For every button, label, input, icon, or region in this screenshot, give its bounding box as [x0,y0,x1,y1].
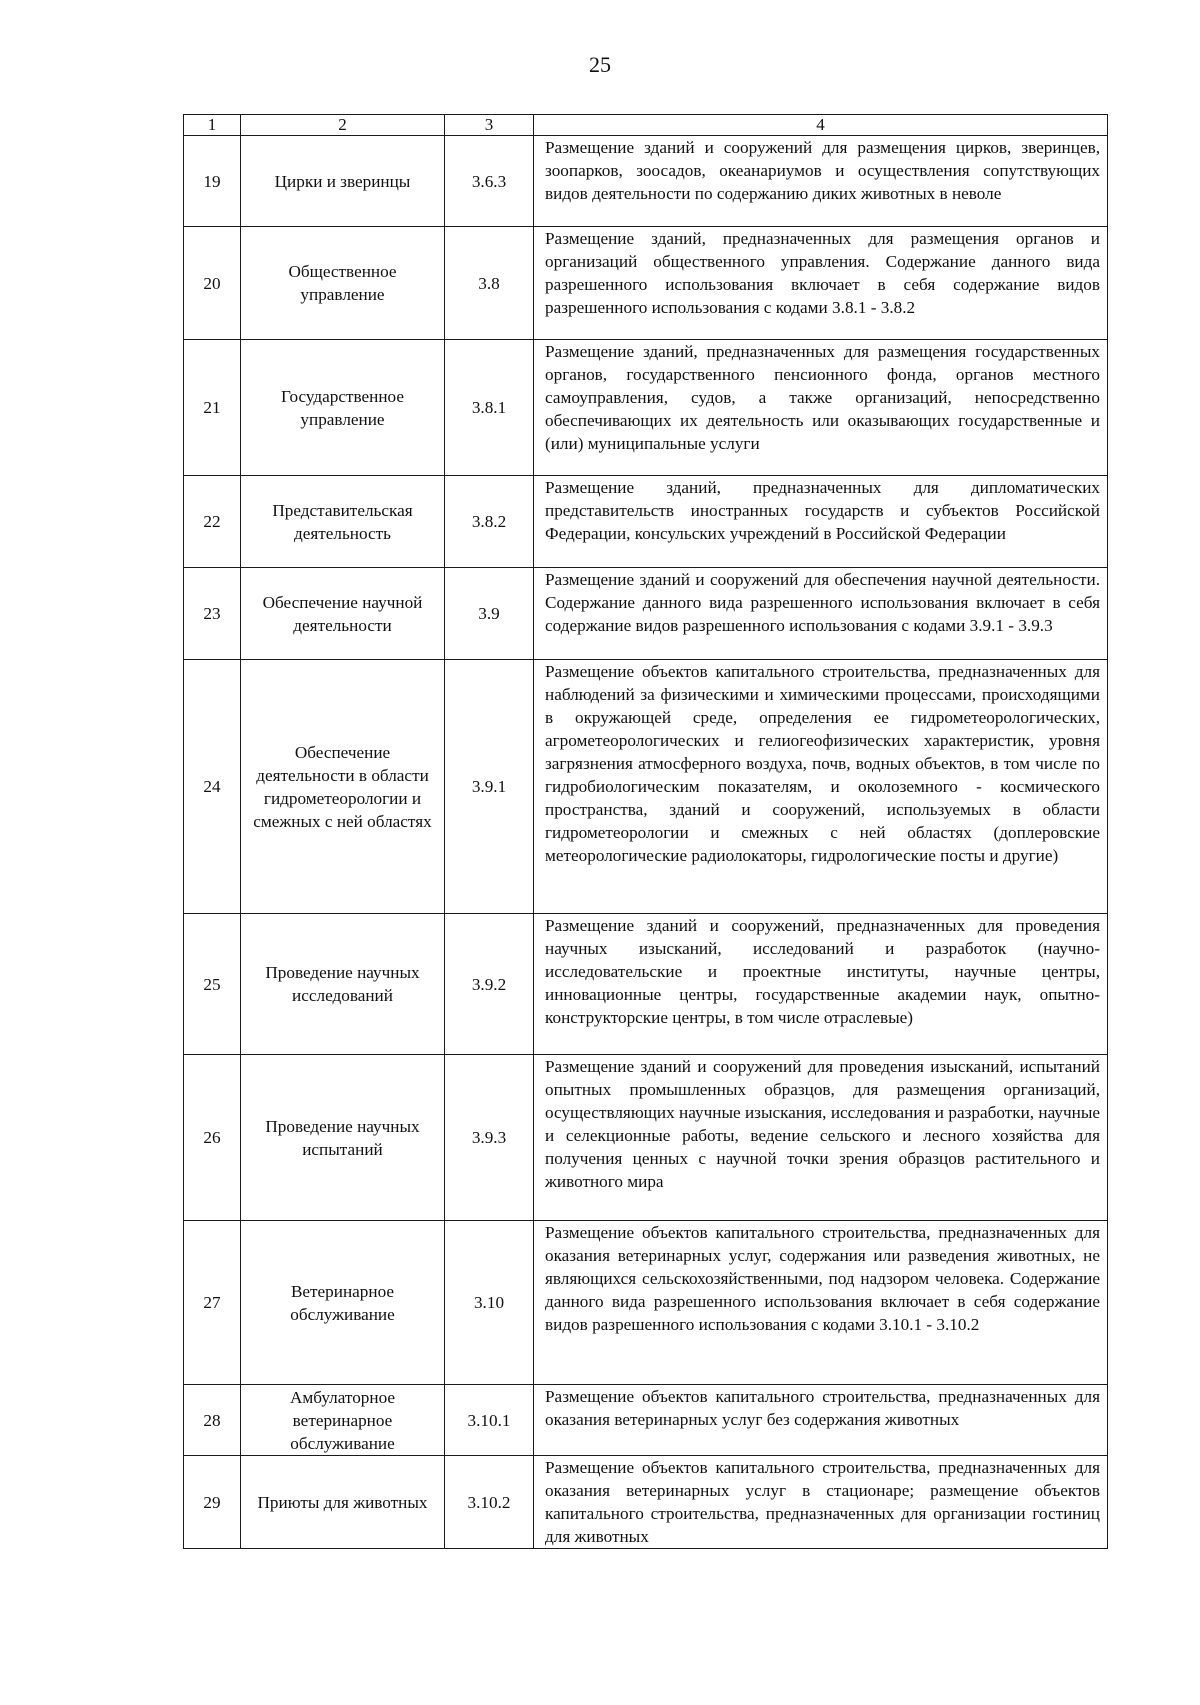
use-type-code: 3.8.1 [445,340,534,476]
row-number: 20 [184,227,241,340]
use-type-name: Проведение научных испытаний [241,1055,445,1221]
page-number: 25 [589,52,611,77]
use-type-name: Ветеринарное обслуживание [241,1221,445,1385]
use-type-name: Цирки и зверинцы [241,136,445,227]
use-type-description: Размещение зданий, предназначенных для дипломатических представительств иностранных государств и субъектов Российской Федерации, консульских учреждений в Российской Федерации [534,476,1108,568]
use-type-description: Размещение зданий и сооружений для обеспечения научной деятельности. Содержание данного вида разрешенного использования включает в себя содержание видов разрешенного использования с кодами 3.9.1 - 3.9.3 [534,568,1108,660]
use-type-name: Обеспечение научной деятельности [241,568,445,660]
use-type-description: Размещение зданий и сооружений для проведения изысканий, испытаний опытных промышленных образцов, для размещения организаций, осуществляющих научные изыскания, исследования и разработки, научные и селекционные работы, ведение сельского и лесного хозяйства для получения ценных с научной точки зрения образцов растительного и животного мира [534,1055,1108,1221]
use-type-code: 3.8 [445,227,534,340]
use-type-code: 3.9.1 [445,660,534,914]
row-number: 27 [184,1221,241,1385]
use-type-code: 3.8.2 [445,476,534,568]
table-row [184,340,1108,476]
table-row [184,1456,1108,1549]
header-col-4: 4 [534,115,1108,136]
use-type-description: Размещение зданий, предназначенных для размещения органов и организаций общественного управления. Содержание данного вида разрешенного использования включает в себя содержание видов разрешенного использования с кодами 3.8.1 - 3.8.2 [534,227,1108,340]
header-col-1: 1 [184,115,241,136]
use-type-description: Размещение зданий, предназначенных для размещения государственных органов, государственного пенсионного фонда, органов местного самоуправления, судов, а также организаций, непосредственно обеспечивающих их деятельность или оказывающих государственные и (или) муниципальные услуги [534,340,1108,476]
row-number: 19 [184,136,241,227]
use-type-code: 3.9 [445,568,534,660]
table-row [184,568,1108,660]
row-number: 25 [184,914,241,1055]
use-type-description: Размещение зданий и сооружений для размещения цирков, зверинцев, зоопарков, зоосадов, океанариумов и осуществления сопутствующих видов деятельности по содержанию диких животных в неволе [534,136,1108,227]
land-use-table [183,114,1108,1549]
row-number: 22 [184,476,241,568]
use-type-description: Размещение объектов капитального строительства, предназначенных для оказания ветеринарных услуг в стационаре; размещение объектов капитального строительства, предназначенных для организации гостиниц для животных [534,1456,1108,1549]
header-col-3: 3 [445,115,534,136]
use-type-code: 3.9.2 [445,914,534,1055]
row-number: 24 [184,660,241,914]
row-number: 23 [184,568,241,660]
use-type-description: Размещение зданий и сооружений, предназначенных для проведения научных изысканий, исследований и разработок (научно-исследовательские и проектные институты, научные центры, инновационные центры, государственные академии наук, опытно-конструкторские центры, в том числе отраслевые) [534,914,1108,1055]
table-row [184,476,1108,568]
use-type-name: Амбулаторное ветеринарное обслуживание [241,1385,445,1456]
row-number: 26 [184,1055,241,1221]
table-row [184,1221,1108,1385]
use-type-name: Проведение научных исследований [241,914,445,1055]
use-type-name: Обеспечение деятельности в области гидрометеорологии и смежных с ней областях [241,660,445,914]
use-type-code: 3.10.1 [445,1385,534,1456]
use-type-description: Размещение объектов капитального строительства, предназначенных для оказания ветеринарных услуг, содержания или разведения животных, не являющихся сельскохозяйственными, под надзором человека. Содержание данного вида разрешенного использования включает в себя содержание видов разрешенного использования с кодами 3.10.1 - 3.10.2 [534,1221,1108,1385]
use-type-name: Государственное управление [241,340,445,476]
use-type-description: Размещение объектов капитального строительства, предназначенных для оказания ветеринарных услуг без содержания животных [534,1385,1108,1456]
table-row [184,914,1108,1055]
use-type-name: Представительская деятельность [241,476,445,568]
use-type-code: 3.10.2 [445,1456,534,1549]
header-row [184,115,1108,136]
use-type-description: Размещение объектов капитального строительства, предназначенных для наблюдений за физическими и химическими процессами, происходящими в окружающей среде, определения ее гидрометеорологических, агрометеорологических и гелиогеофизических характеристик, уровня загрязнения атмосферного воздуха, почв, водных объектов, в том числе по гидробиологическим показателям, и околоземного - космического пространства, зданий и сооружений, используемых в области гидрометеорологии и смежных с ней областях (доплеровские метеорологические радиолокаторы, гидрологические посты и другие) [534,660,1108,914]
row-number: 29 [184,1456,241,1549]
table-row [184,1055,1108,1221]
use-type-code: 3.10 [445,1221,534,1385]
table-row [184,1385,1108,1456]
use-type-code: 3.6.3 [445,136,534,227]
row-number: 21 [184,340,241,476]
use-type-name: Общественное управление [241,227,445,340]
table-row [184,136,1108,227]
row-number: 28 [184,1385,241,1456]
table-row [184,227,1108,340]
header-col-2: 2 [241,115,445,136]
use-type-name: Приюты для животных [241,1456,445,1549]
use-type-code: 3.9.3 [445,1055,534,1221]
table-row [184,660,1108,914]
